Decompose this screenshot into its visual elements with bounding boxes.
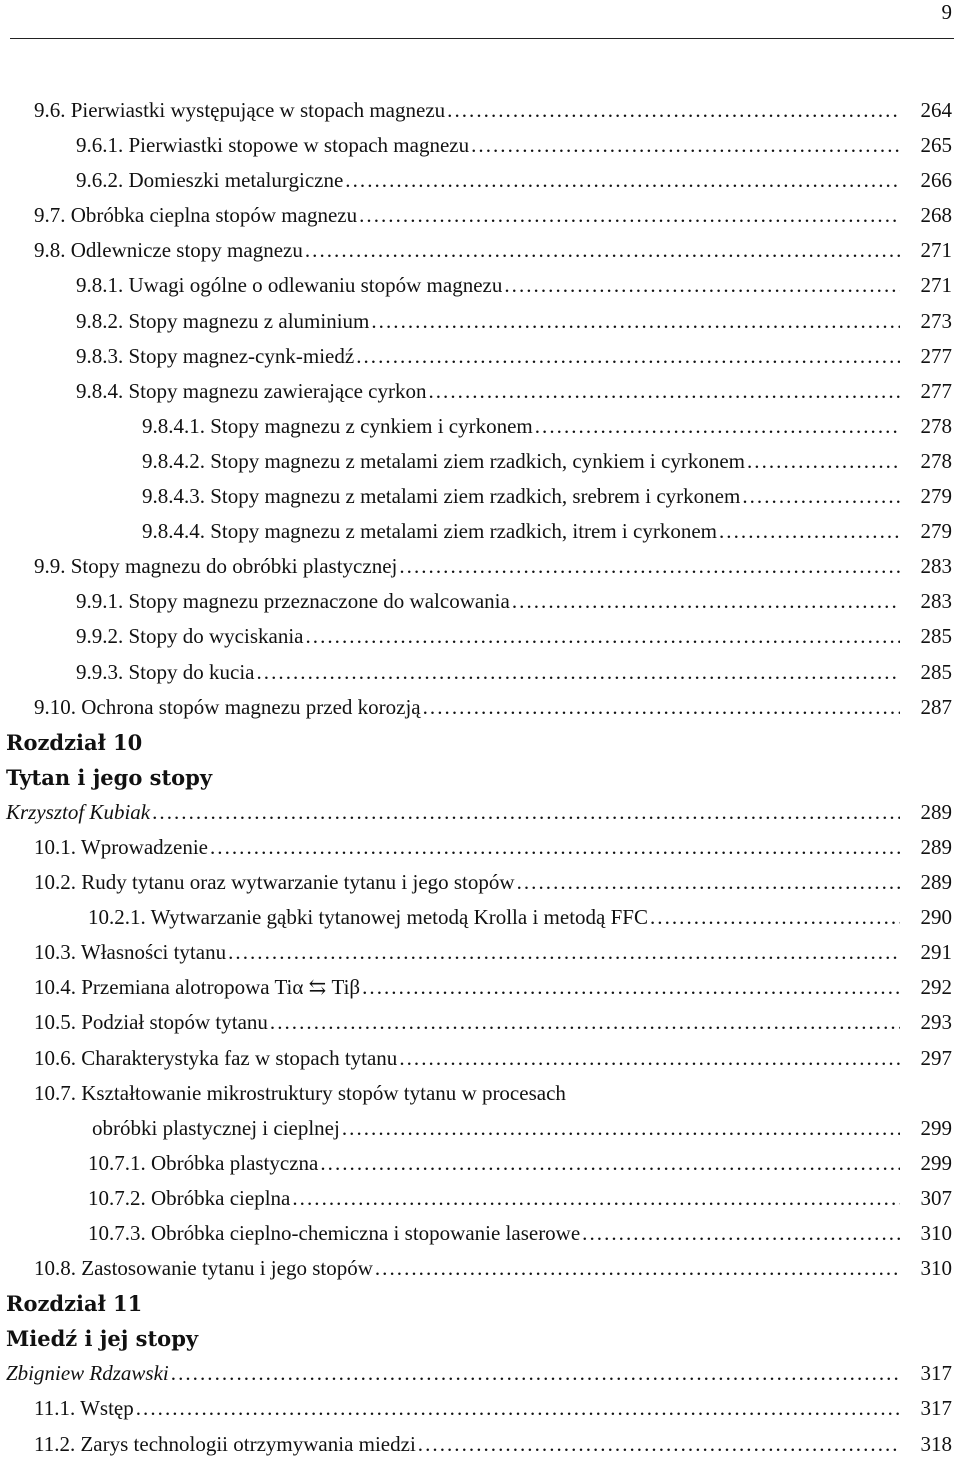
toc-entry-page: 278 (920, 448, 952, 473)
toc-entry-title: Krzysztof Kubiak (6, 799, 151, 824)
author-entry[interactable] (0, 1361, 952, 1396)
toc-entry[interactable] (0, 870, 952, 905)
toc-entry-page: 292 (920, 975, 952, 1000)
toc-entry-title: 9.8.4.2. Stopy magnezu z metalami ziem rzadkich, cynkiem i cyrkonem (142, 448, 745, 473)
dot-leader (504, 273, 900, 298)
toc-entry[interactable] (0, 554, 952, 589)
toc-entry-title: 9.8.1. Uwagi ogólne o odlewaniu stopów magnezu (76, 273, 503, 298)
toc-entry-title: 9.7. Obróbka cieplna stopów magnezu (34, 203, 358, 228)
toc-entry[interactable] (0, 1081, 952, 1116)
dot-leader (747, 449, 900, 474)
toc-entry-page: 297 (920, 1045, 952, 1070)
toc-entry[interactable] (0, 940, 952, 975)
toc-entry[interactable] (0, 414, 952, 449)
toc-entry-page: 268 (920, 203, 952, 228)
toc-entry[interactable] (0, 519, 952, 554)
toc-entry-title: 9.6.2. Domieszki metalurgiczne (76, 168, 344, 193)
toc-entry-title: 10.2. Rudy tytanu oraz wytwarzanie tytanu i jego stopów (34, 870, 515, 895)
chapter-heading: Rozdział 11 (6, 1291, 143, 1317)
dot-leader (371, 309, 900, 334)
toc-entry[interactable] (0, 203, 952, 238)
toc-entry-title: 9.8.4.3. Stopy magnezu z metalami ziem rzadkich, srebrem i cyrkonem (142, 484, 741, 509)
toc-entry-title: 11.2. Zarys technologii otrzymywania miedzi (34, 1431, 416, 1456)
toc-entry-title: 10.4. Przemiana alotropowa Tiα ⇆ Tiβ (34, 975, 361, 1000)
dot-leader (171, 1361, 900, 1386)
toc-entry-title: 10.8. Zastosowanie tytanu i jego stopów (34, 1256, 373, 1281)
toc-entry-title: 9.8.4. Stopy magnezu zawierające cyrkon (76, 378, 427, 403)
toc-entry-title: 10.2.1. Wytwarzanie gąbki tytanowej metodą Krolla i metodą FFC (88, 905, 648, 930)
toc-entry-title: 10.7.1. Obróbka plastyczna (88, 1150, 319, 1175)
page-number: 9 (941, 0, 952, 24)
toc-entry[interactable] (0, 1432, 952, 1467)
toc-entry-page: 299 (920, 1115, 952, 1140)
toc-entry-title: 10.5. Podział stopów tytanu (34, 1010, 268, 1035)
toc-entry-page: 285 (920, 659, 952, 684)
dot-leader (356, 344, 900, 369)
toc-entry[interactable] (0, 1116, 952, 1151)
toc-entry[interactable] (0, 905, 952, 940)
dot-leader (399, 554, 900, 579)
toc-entry[interactable] (0, 309, 952, 344)
dot-leader (428, 379, 900, 404)
dot-leader (292, 1186, 900, 1211)
toc-entry[interactable] (0, 344, 952, 379)
toc-entry-title: 10.3. Własności tytanu (34, 940, 227, 965)
toc-entry-page: 283 (920, 589, 952, 614)
dot-leader (305, 624, 900, 649)
toc-entry[interactable] (0, 589, 952, 624)
toc-entry[interactable] (0, 835, 952, 870)
toc-entry-title: 9.9.1. Stopy magnezu przeznaczone do walcowania (76, 589, 510, 614)
dot-leader (535, 414, 900, 439)
dot-leader (152, 800, 900, 825)
toc-entry[interactable] (0, 1151, 952, 1186)
toc-entry-page: 285 (920, 624, 952, 649)
toc-entry-page: 310 (920, 1256, 952, 1281)
dot-leader (257, 660, 901, 685)
toc-entry-page: 289 (920, 834, 952, 859)
dot-leader (423, 695, 900, 720)
toc-entry-page: 277 (920, 378, 952, 403)
toc-entry[interactable] (0, 975, 952, 1010)
toc-entry-page: 283 (920, 554, 952, 579)
toc-entry-page: 307 (920, 1185, 952, 1210)
toc-entry-title: 11.1. Wstęp (34, 1396, 134, 1421)
dot-leader (270, 1010, 900, 1035)
toc-entry-page: 271 (920, 273, 952, 298)
dot-leader (210, 835, 900, 860)
dot-leader (517, 870, 900, 895)
dot-leader (399, 1046, 900, 1071)
toc-entry-title: 9.8.4.1. Stopy magnezu z cynkiem i cyrkonem (142, 413, 533, 438)
toc-entry[interactable] (0, 1256, 952, 1291)
toc-entry-page: 317 (920, 1396, 952, 1421)
toc-entry-title: 10.6. Charakterystyka faz w stopach tytanu (34, 1045, 398, 1070)
toc-entry-page: 291 (920, 940, 952, 965)
dot-leader (228, 940, 900, 965)
toc-entry[interactable] (0, 660, 952, 695)
toc-entry-page: 290 (920, 905, 952, 930)
toc-entry[interactable] (0, 168, 952, 203)
dot-leader (320, 1151, 900, 1176)
dot-leader (342, 1116, 900, 1141)
dot-leader (375, 1256, 900, 1281)
toc-entry-page: 287 (920, 694, 952, 719)
toc-entry-page: 265 (920, 133, 952, 158)
toc-entry[interactable] (0, 1010, 952, 1045)
toc-entry[interactable] (0, 98, 952, 133)
toc-entry-title: 9.8.4.4. Stopy magnezu z metalami ziem rzadkich, itrem i cyrkonem (142, 519, 717, 544)
toc-entry-page: 293 (920, 1010, 952, 1035)
toc-entry-title: 10.1. Wprowadzenie (34, 834, 208, 859)
dot-leader (719, 519, 900, 544)
toc-entry-title: 10.7. Kształtowanie mikrostruktury stopów tytanu w procesach (34, 1080, 566, 1105)
author-entry[interactable] (0, 800, 952, 835)
toc-entry[interactable] (0, 379, 952, 414)
toc-entry-title: 10.7.3. Obróbka cieplno-chemiczna i stopowanie laserowe (88, 1221, 581, 1245)
toc-entry-page: 299 (920, 1150, 952, 1175)
dot-leader (512, 589, 900, 614)
toc-entry[interactable] (0, 449, 952, 484)
toc-entry-page: 278 (920, 413, 952, 438)
toc-entry-title: 9.8.3. Stopy magnez-cynk-miedź (76, 343, 355, 368)
toc-entry[interactable] (0, 1046, 952, 1081)
dot-leader (305, 238, 900, 263)
toc-entry-title: 9.9. Stopy magnezu do obróbki plastycznej (34, 554, 398, 579)
dot-leader (742, 484, 900, 509)
table-of-contents (0, 98, 952, 1467)
chapter-heading: Tytan i jego stopy (6, 764, 213, 790)
dot-leader (650, 905, 900, 930)
toc-entry-page: 273 (920, 308, 952, 333)
toc-entry-page: 266 (920, 168, 952, 193)
toc-entry[interactable] (0, 133, 952, 168)
toc-entry-page: 279 (920, 484, 952, 509)
dot-leader (362, 975, 900, 1000)
toc-entry-title: obróbki plastycznej i cieplnej (92, 1115, 340, 1140)
toc-entry[interactable] (0, 1221, 952, 1256)
toc-entry-title: 10.7.2. Obróbka cieplna (88, 1185, 291, 1210)
dot-leader (582, 1221, 900, 1246)
toc-entry[interactable] (0, 624, 952, 659)
toc-entry-page: 310 (920, 1221, 952, 1245)
toc-entry-title: 9.8. Odlewnicze stopy magnezu (34, 238, 303, 263)
toc-entry-page: 317 (920, 1361, 952, 1386)
toc-entry-title: 9.6.1. Pierwiastki stopowe w stopach magnezu (76, 133, 470, 158)
toc-entry-title: 9.10. Ochrona stopów magnezu przed korozją (34, 694, 421, 719)
toc-entry[interactable] (0, 1186, 952, 1221)
dot-leader (418, 1432, 900, 1457)
toc-entry-title: 9.9.3. Stopy do kucia (76, 659, 255, 684)
toc-entry-title: 9.9.2. Stopy do wyciskania (76, 624, 304, 649)
toc-entry-page: 277 (920, 343, 952, 368)
toc-entry[interactable] (0, 238, 952, 273)
toc-entry-page: 289 (920, 799, 952, 824)
toc-entry[interactable] (0, 1396, 952, 1431)
toc-entry[interactable] (0, 695, 952, 730)
toc-entry-page: 289 (920, 870, 952, 895)
toc-entry-title: 9.8.2. Stopy magnezu z aluminium (76, 308, 370, 333)
toc-entry-title: 9.6. Pierwiastki występujące w stopach magnezu (34, 98, 446, 122)
toc-entry-title: Zbigniew Rdzawski (6, 1361, 169, 1386)
chapter-heading: Miedź i jej stopy (6, 1326, 199, 1352)
toc-entry[interactable] (0, 273, 952, 308)
dot-leader (359, 203, 900, 228)
dot-leader (447, 98, 900, 123)
toc-entry-page: 279 (920, 519, 952, 544)
toc-entry[interactable] (0, 484, 952, 519)
chapter-heading: Rozdział 10 (6, 729, 143, 755)
dot-leader (471, 133, 900, 158)
dot-leader (136, 1396, 900, 1421)
top-rule (10, 38, 954, 39)
dot-leader (345, 168, 900, 193)
toc-entry-page: 271 (920, 238, 952, 263)
toc-entry-page: 264 (920, 98, 952, 122)
toc-entry-page: 318 (920, 1431, 952, 1456)
